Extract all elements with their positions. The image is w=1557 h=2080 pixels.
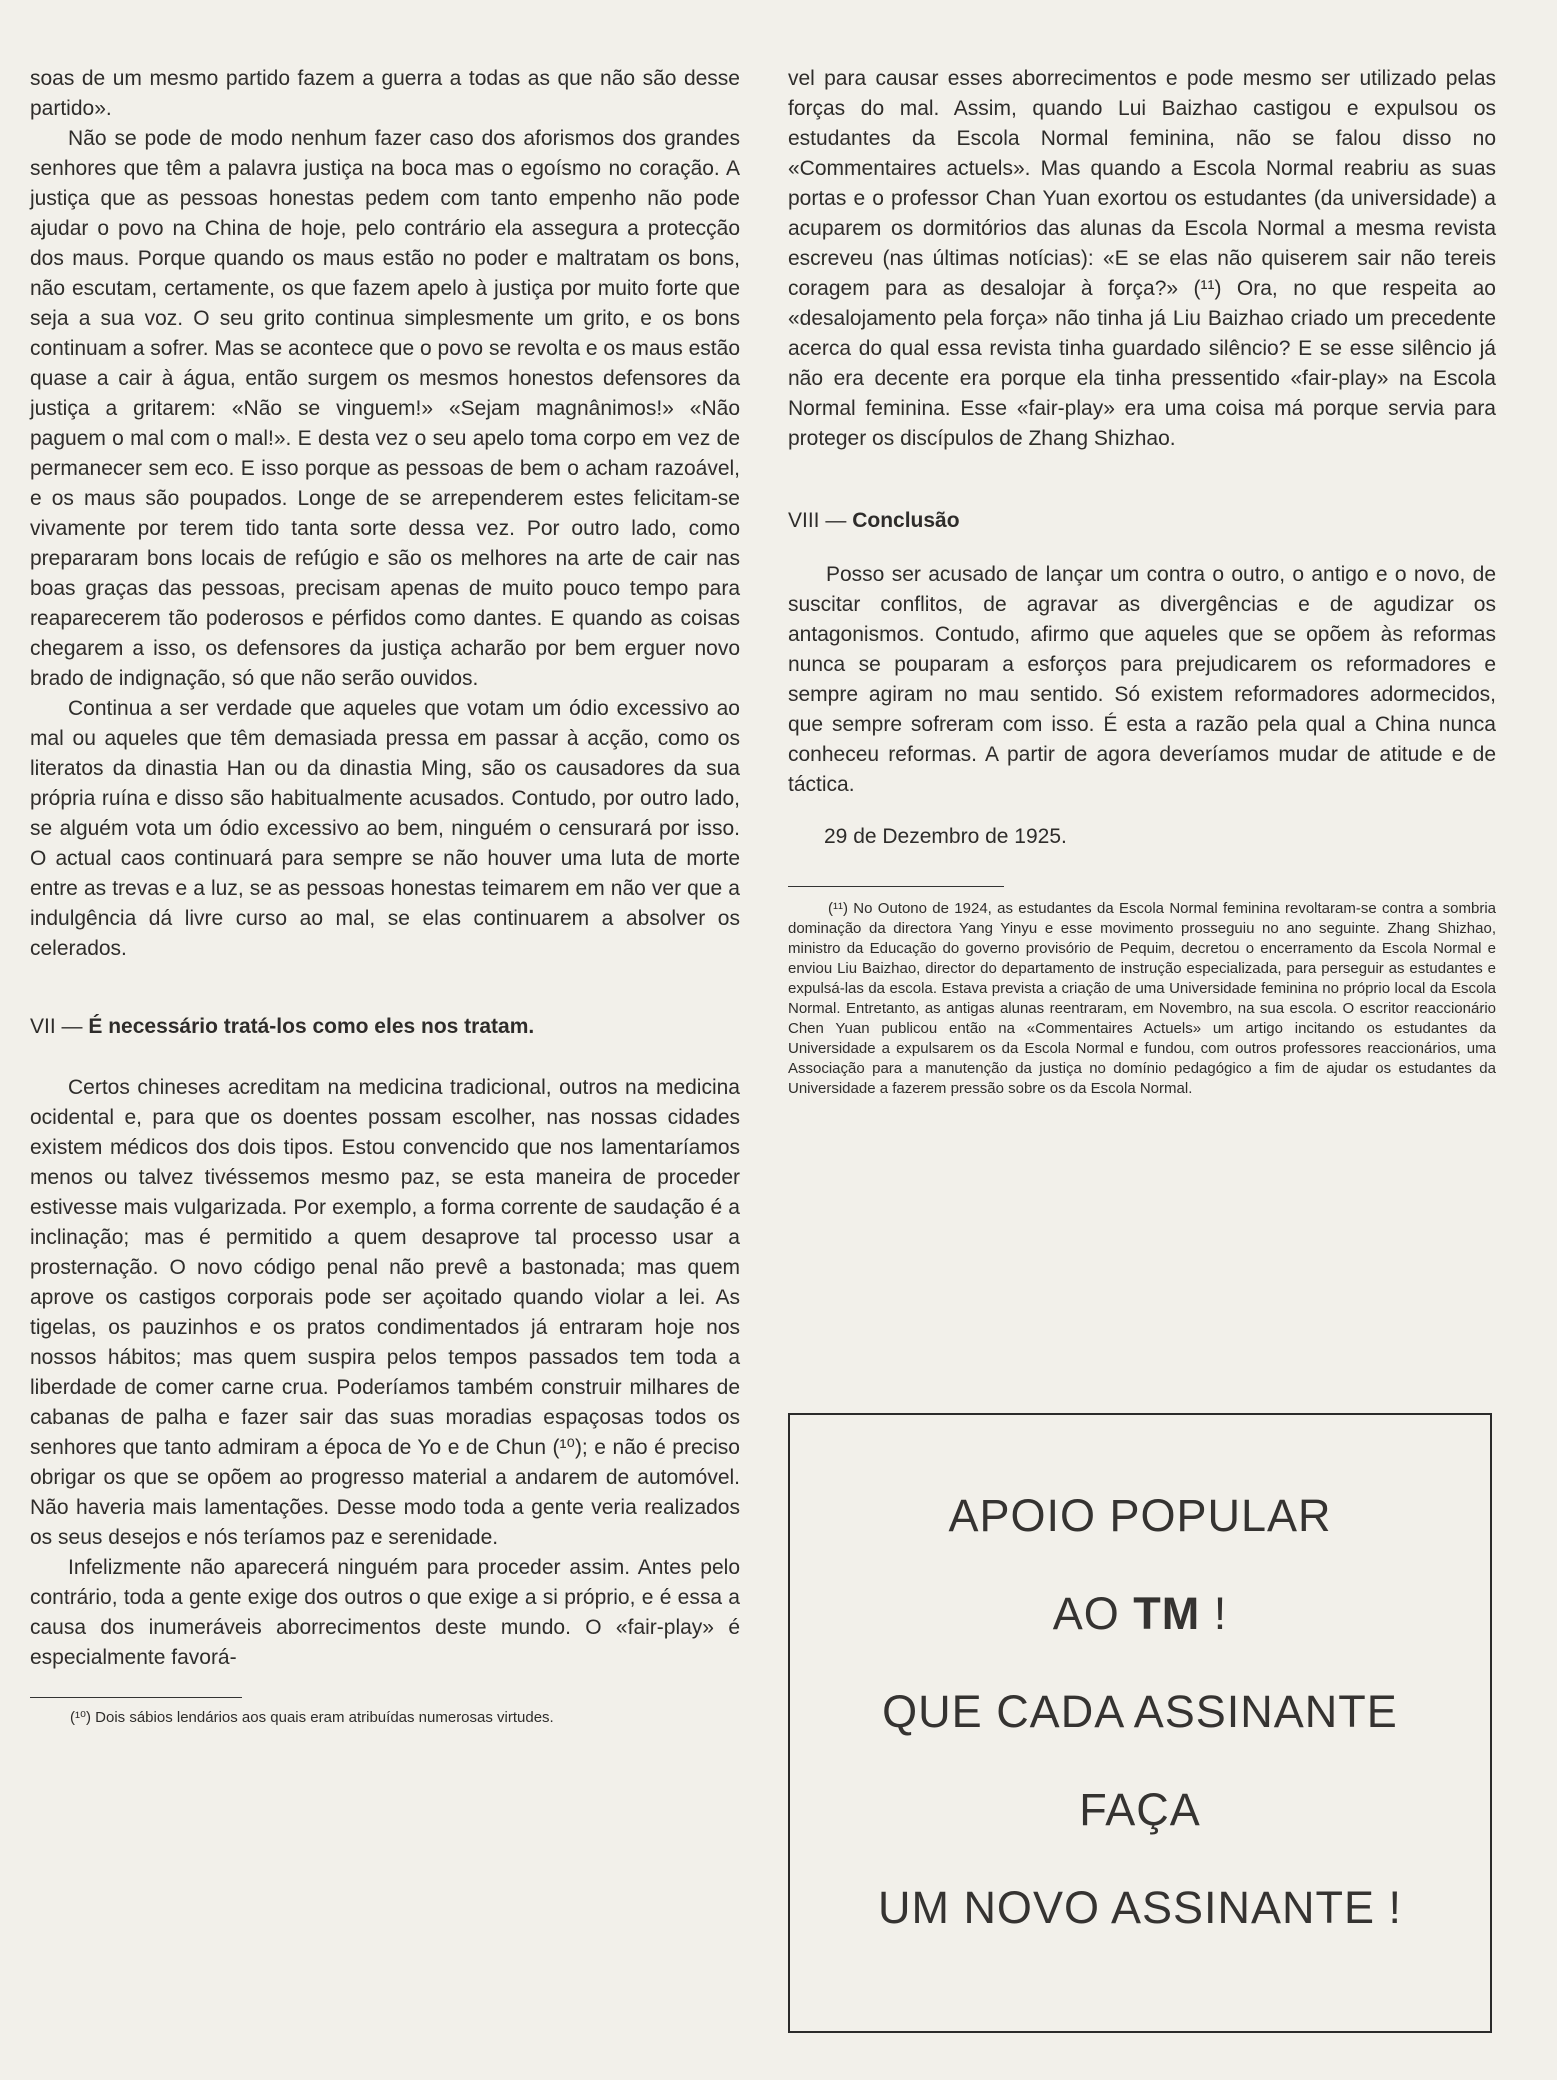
paragraph: Continua a ser verdade que aqueles que votam um ódio excessivo ao mal ou aqueles que têm demasiada pressa em passar à acção, como os literatos da dinastia Han ou da dinastia Ming, são os causadores da sua própria ruína e disso são habitualmente acusados. Contudo, por outro lado, se alguém vota um ódio excessivo ao bem, ninguém o censurará por isso. O actual caos continuará para sempre se não houver uma luta de morte entre as trevas e a luz, se as pessoas honestas teimarem em não ver que a indulgência dá livre curso ao mal, se elas continuarem a absolver os celerados. — [30, 697, 740, 960]
advert-line — [790, 1588, 1490, 1640]
paragraph: Posso ser acusado de lançar um contra o outro, o antigo e o novo, de suscitar conflitos, de agravar as divergências e de agudizar os antagonismos. Contudo, afirmo que aqueles que se opõem às reformas nunca se pouparam a esforços para prejudicarem os reformadores e sempre agiram no mau sentido. Só existem reformadores adormecidos, que sempre sofreram com isso. É esta a razão pela qual a China nunca conheceu reformas. A partir de agora deveríamos mudar de atitude e de táctica. — [788, 563, 1496, 796]
section-number: VII — — [30, 1015, 83, 1038]
advert-line: APOIO POPULAR — [948, 1490, 1332, 1541]
footnote: (¹⁰) Dois sábios lendários aos quais eram atribuídas numerosas virtudes. — [70, 1709, 554, 1726]
section-title: Conclusão — [852, 509, 960, 532]
footnote: (¹¹) No Outono de 1924, as estudantes da Escola Normal feminina revoltaram-se contra a sombria dominação da directora Yang Yinyu e esse movimento prosseguiu no ano seguinte. Zhang Shizhao, ministro da Educação do governo provisório de Pequim, decretou o encerramento da Escola Normal e enviou Liu Baizhao, director do departamento de instrução especializada, para perseguir as estudantes e expulsá-las da escola. Estava prevista a criação de uma Universidade feminina no próprio local da Escola Normal. Entretanto, as antigas alunas reentraram, em Novembro, na sua escola. O escritor reaccionário Chen Yuan publicou então na «Commentaires Actuels» um artigo incitando os estudantes da Universidade a expulsarem os da Escola Normal e fundou, com outros professores reaccionários, uma Associação para a manutenção da justiça no domínio pedagógico a fim de ajudar os estudantes da Universidade a fazerem pressão sobre os da Escola Normal. — [788, 900, 1496, 1097]
advert-line: UM NOVO ASSINANTE ! — [877, 1882, 1403, 1933]
section-heading-viii — [788, 506, 1496, 536]
advert-text: ! — [1200, 1588, 1228, 1639]
advert-brand: TM — [1133, 1588, 1201, 1639]
section-title: É necessário tratá-los como eles nos tratam. — [88, 1015, 535, 1038]
paragraph: soas de um mesmo partido fazem a guerra a todas as que não são desse partido». — [30, 67, 740, 120]
advert-line: QUE CADA ASSINANTE — [882, 1686, 1398, 1737]
paragraph: vel para causar esses aborrecimentos e pode mesmo ser utilizado pelas forças do mal. Assim, quando Lui Baizhao castigou e expulsou os estudantes da Escola Normal feminina, não se falou disso no «Commentaires actuels». Mas quando a Escola Normal reabriu as suas portas e o professor Chan Yuan exortou os estudantes (da universidade) a acuparem os dormitórios das alunas da Escola Normal a mesma revista escreveu (nas últimas notícias): «E se elas não quiserem sair não tereis coragem para as desalojar à força?» (¹¹) Ora, no que respeita ao «desalojamento pela força» não tinha já Liu Baizhao criado um precedente acerca do qual essa revista tinha guardado silêncio? E se esse silêncio já não era decente era porque ela tinha pressentido «fair-play» na Escola Normal feminina. Esse «fair-play» era uma coisa má porque servia para proteger os discípulos de Zhang Shizhao. — [788, 67, 1496, 450]
right-column — [788, 64, 1496, 1099]
advert-text: AO — [1052, 1588, 1134, 1639]
date-line: 29 de Dezembro de 1925. — [824, 825, 1067, 848]
paragraph: Infelizmente não aparecerá ninguém para proceder assim. Antes pelo contrário, toda a gente exige dos outros o que exige a si próprio, e é essa a causa dos inumeráveis aborrecimentos deste mundo. O «fair-play» é especialmente favorá- — [30, 1556, 740, 1669]
section-heading-vii — [30, 1012, 740, 1042]
advert-line: FAÇA — [1079, 1784, 1201, 1835]
paragraph: Certos chineses acreditam na medicina tradicional, outros na medicina ocidental e, para que os doentes possam escolher, nas nossas cidades existem médicos dos dois tipos. Estou convencido que nos lamentaríamos menos ou talvez tivéssemos mesmo paz, se esta maneira de proceder estivesse mais vulgarizada. Por exemplo, a forma corrente de saudação é a inclinação; mas é permitido a quem desaprove tal processo usar a prosternação. O novo código penal não prevê a bastonada; mas quem aprove os castigos corporais pode ser açoitado quando violar a lei. As tigelas, os pauzinhos e os pratos condimentados já entraram hoje nos nossos hábitos; mas quem suspira pelos tempos passados tem toda a liberdade de comer carne crua. Poderíamos também construir milhares de cabanas de palha e fazer sair das suas moradias espaçosas todos os senhores que tanto admiram a época de Yo e de Chun (¹⁰); e não é preciso obrigar os que se opõem ao progresso material a andarem de automóvel. Não haveria mais lamentações. Desse modo toda a gente veria realizados os seus desejos e nós teríamos paz e serenidade. — [30, 1076, 740, 1549]
left-column — [30, 64, 740, 1728]
paragraph: Não se pode de modo nenhum fazer caso dos aforismos dos grandes senhores que têm a palavra justiça na boca mas o egoísmo no coração. A justiça que as pessoas honestas pedem com tanto empenho não pode ajudar o povo na China de hoje, pelo contrário ela assegura a protecção dos maus. Porque quando os maus estão no poder e maltratam os bons, não escutam, certamente, os que fazem apelo à justiça por muito forte que seja a sua voz. O seu grito continua simplesmente um grito, e os bons continuam a sofrer. Mas se acontece que o povo se revolta e os maus estão quase a cair à água, então surgem os mesmos honestos defensores da justiça a gritarem: «Não se vinguem!» «Sejam magnânimos!» «Não paguem o mal com o mal!». E desta vez o seu apelo toma corpo em vez de permanecer sem eco. E isso porque as pessoas de bem o acham razoável, e os maus são poupados. Longe de se arrependerem estes felicitam-se vivamente por terem tido tanta sorte dessa vez. Por outro lado, como prepararam bons locais de refúgio e são os melhores na arte de cair nas boas graças das pessoas, precisam apenas de muito pouco tempo para reaparecerem tão poderosos e pérfidos como dantes. E quando as coisas chegarem a isso, os defensores da justiça acharão por bem erguer novo brado de indignação, só que não serão ouvidos. — [30, 127, 740, 690]
section-number: VIII — — [788, 509, 847, 532]
advert-box — [788, 1413, 1492, 2033]
